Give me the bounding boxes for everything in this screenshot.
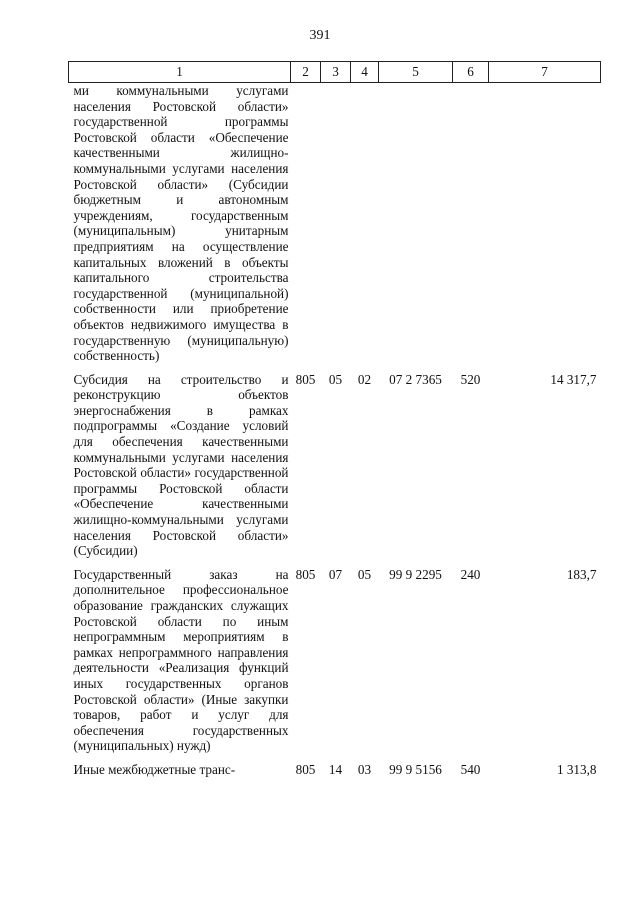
row-section-code bbox=[321, 83, 351, 372]
row-subsection-code: 02 bbox=[357, 371, 372, 387]
table-row bbox=[69, 372, 601, 567]
row-target-code: 99 9 5156 bbox=[389, 761, 442, 777]
column-header-2: 2 bbox=[291, 62, 321, 83]
row-expense-type-code: 240 bbox=[460, 566, 481, 582]
column-header-4: 4 bbox=[351, 62, 379, 83]
row-ministry-code: 805 bbox=[295, 761, 316, 777]
row-amount: 1 313,8 bbox=[556, 761, 597, 777]
row-subsection-code bbox=[351, 83, 379, 372]
table-header-row bbox=[69, 62, 601, 83]
column-header-6: 6 bbox=[453, 62, 489, 83]
row-target-code: 07 2 7365 bbox=[389, 371, 442, 387]
column-header-1: 1 bbox=[69, 62, 291, 83]
table-row bbox=[69, 83, 601, 372]
row-expense-type-code bbox=[453, 83, 489, 372]
row-amount: 14 317,7 bbox=[550, 371, 597, 387]
row-subsection-code: 05 bbox=[357, 566, 372, 582]
row-expense-type-code: 540 bbox=[460, 761, 481, 777]
column-header-7: 7 bbox=[489, 62, 601, 83]
row-description: Государственный заказ на дополнительное профессиональное образование гражданских служащих Ростовской области по иным непрограммным мероприятиям в рамках непрограммного направления деятельности «Реализация функций иных государственных органов Ростовской области» (Иные закупки товаров, работ и услуг для обеспечения государственных (муниципальных) нужд) bbox=[73, 566, 289, 754]
row-section-code: 14 bbox=[328, 761, 343, 777]
row-ministry-code: 805 bbox=[295, 566, 316, 582]
table-row bbox=[69, 567, 601, 762]
row-section-code: 07 bbox=[328, 566, 343, 582]
row-description: ми коммунальными услугами населения Ростовской области» государственной программы Ростовской области «Обеспечение качественными жилищно-коммунальными услугами населения Ростовской области» (Субсидии бюджетным и автономным учреждениям, государственным (муниципальным) унитарным предприятиям на осуществление капитальных вложений в объекты капитального строительства государственной (муниципальной) собственности или приобретение объектов недвижимого имущества в государственную (муниципальную) собственность) bbox=[73, 83, 289, 364]
row-target-code bbox=[379, 83, 453, 372]
column-header-5: 5 bbox=[379, 62, 453, 83]
row-ministry-code bbox=[291, 83, 321, 372]
row-expense-type-code: 520 bbox=[460, 371, 481, 387]
row-subsection-code: 03 bbox=[357, 761, 372, 777]
row-description: Субсидия на строительство и реконструкцию объектов энергоснабжения в рамках подпрограммы «Создание условий для обеспечения качественными коммунальными услугами населения Ростовской области» государственной программы Ростовской области «Обеспечение качественными жилищно-коммунальными услугами населения Ростовской области» (Субсидии) bbox=[73, 371, 289, 559]
row-ministry-code: 805 bbox=[295, 371, 316, 387]
row-amount: 183,7 bbox=[566, 566, 597, 582]
row-section-code: 05 bbox=[328, 371, 343, 387]
page-number: 391 bbox=[309, 28, 331, 43]
table-row bbox=[69, 762, 601, 778]
row-target-code: 99 9 2295 bbox=[389, 566, 442, 582]
column-header-3: 3 bbox=[321, 62, 351, 83]
budget-table bbox=[68, 61, 601, 778]
row-description: Иные межбюджетные транс- bbox=[73, 761, 236, 777]
row-amount bbox=[489, 83, 601, 372]
